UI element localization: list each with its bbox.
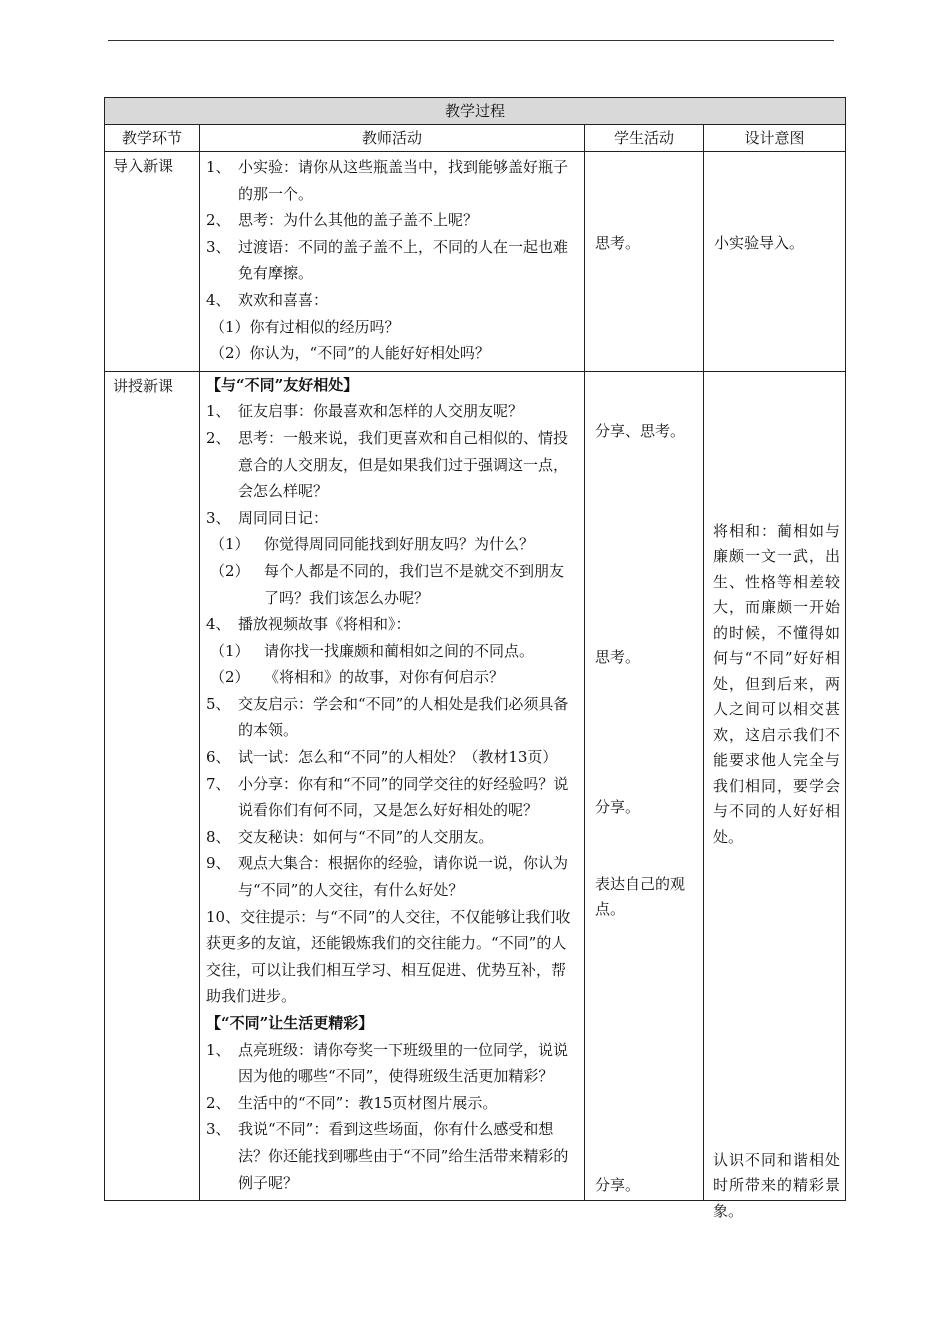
teacher-activity-lecture: [200, 371, 585, 1200]
table-caption: 教学过程: [105, 98, 846, 125]
design-intent-intro: [704, 152, 846, 372]
table-header-row: [105, 125, 846, 152]
sub-item: （2）你认为，“不同”的人能好好相处吗？: [210, 344, 490, 363]
design-note: 小实验导入。: [714, 234, 805, 252]
teacher-activity-intro: [200, 152, 585, 372]
sub-item: （2） 每个人都是不同的，我们岂不是就交不到朋友了吗？我们该怎么办呢？: [210, 561, 565, 607]
list-item: 1、 征友启事：你最喜欢和怎样的人交朋友呢？: [206, 402, 524, 421]
sub-item: （2） 《将相和》的故事，对你有何启示？: [210, 668, 505, 687]
design-intent-lecture: [704, 371, 846, 1220]
student-note: 分享。: [595, 797, 641, 816]
list-item: 3、 我说“不同”：看到这些场面，你有什么感受和想法？你还能找到哪些由于“不同”给生活带来精彩的例子呢？: [206, 1120, 569, 1192]
list-item: 2、 生活中的“不同”：教15页材图片展示。: [206, 1093, 498, 1112]
list-item: 7、 小分享：你有和“不同”的同学交往的好经验吗？说说看你们有何不同，又是怎么好好相处的呢？: [206, 774, 569, 820]
list-item: 1、 小实验：请你从这些瓶盖当中，找到能够盖好瓶子的那一个。: [206, 158, 569, 203]
section-title: 【与“不同”友好相处】: [206, 375, 359, 394]
stage-intro: 导入新课: [105, 152, 200, 372]
list-item: 3、 周同同日记：: [206, 508, 329, 527]
list-item: 4、 欢欢和喜喜：: [206, 290, 329, 309]
list-item: 8、 交友秘诀：如何与“不同”的人交朋友。: [206, 827, 494, 846]
design-note: 将相和：蔺相如与廉颇一文一武，出生、性格等相差较大，而廉颇一开始的时候，不懂得如何与“不同”好好相处，但到后来，两人之间可以相交甚欢，这启示我们不能要求他人完全与我们相同，要学会与不同的人好好相处。: [713, 521, 840, 846]
student-activity-intro: [585, 152, 704, 372]
student-note: 分享、思考。: [595, 421, 686, 440]
list-item: 4、 播放视频故事《将相和》：: [206, 615, 411, 634]
student-note: 思考。: [595, 234, 641, 252]
list-item: 9、 观点大集合：根据你的经验，请你说一说，你认为与“不同”的人交往，有什么好处？: [206, 854, 569, 900]
section-title: 【“不同”让生活更精彩】: [206, 1014, 374, 1032]
header-student: 学生活动: [585, 125, 704, 152]
student-activity-lecture: [585, 371, 704, 1200]
header-teacher: 教师活动: [200, 125, 585, 152]
table-row-intro: [105, 152, 846, 372]
header-design: 设计意图: [704, 125, 846, 152]
design-note: 认识不同和谐相处时所带来的精彩景象。: [713, 1150, 840, 1220]
sub-item: （1）你有过相似的经历吗？: [210, 317, 400, 336]
list-item: 1、 点亮班级：请你夸奖一下班级里的一位同学，说说因为他的哪些“不同”，使得班级生活更加精彩？: [206, 1040, 569, 1086]
table-row-lecture: [105, 371, 846, 1200]
header-rule: [108, 40, 834, 41]
lesson-process-table: [104, 97, 846, 1220]
list-item: 10、交往提示：与“不同”的人交往，不仅能够让我们收获更多的友谊，还能锻炼我们的交往能力。“不同”的人交往，可以让我们相互学习、相互促进、优势互补，帮助我们进步。: [206, 907, 571, 1006]
student-note: 思考。: [595, 647, 641, 666]
sub-item: （1） 你觉得周同同能找到好朋友吗？为什么？: [210, 535, 535, 554]
list-item: 6、 试一试：怎么和“不同”的人相处？（教材13页）: [206, 748, 558, 767]
header-stage: 教学环节: [105, 125, 200, 152]
stage-lecture: 讲授新课: [105, 371, 200, 1200]
list-item: 5、 交友启示：学会和“不同”的人相处是我们必须具备的本领。: [206, 694, 569, 740]
list-item: 2、 思考：一般来说，我们更喜欢和自己相似的、情投意合的人交朋友，但是如果我们过于强调这一点，会怎么样呢？: [206, 428, 569, 501]
student-note: 分享。: [595, 1175, 641, 1194]
list-item: 3、 过渡语：不同的盖子盖不上，不同的人在一起也难免有摩擦。: [206, 237, 569, 283]
student-note: 表达自己的观点。: [595, 874, 686, 918]
list-item: 2、 思考：为什么其他的盖子盖不上呢？: [206, 211, 479, 230]
sub-item: （1） 请你找一找廉颇和蔺相如之间的不同点。: [210, 641, 535, 660]
